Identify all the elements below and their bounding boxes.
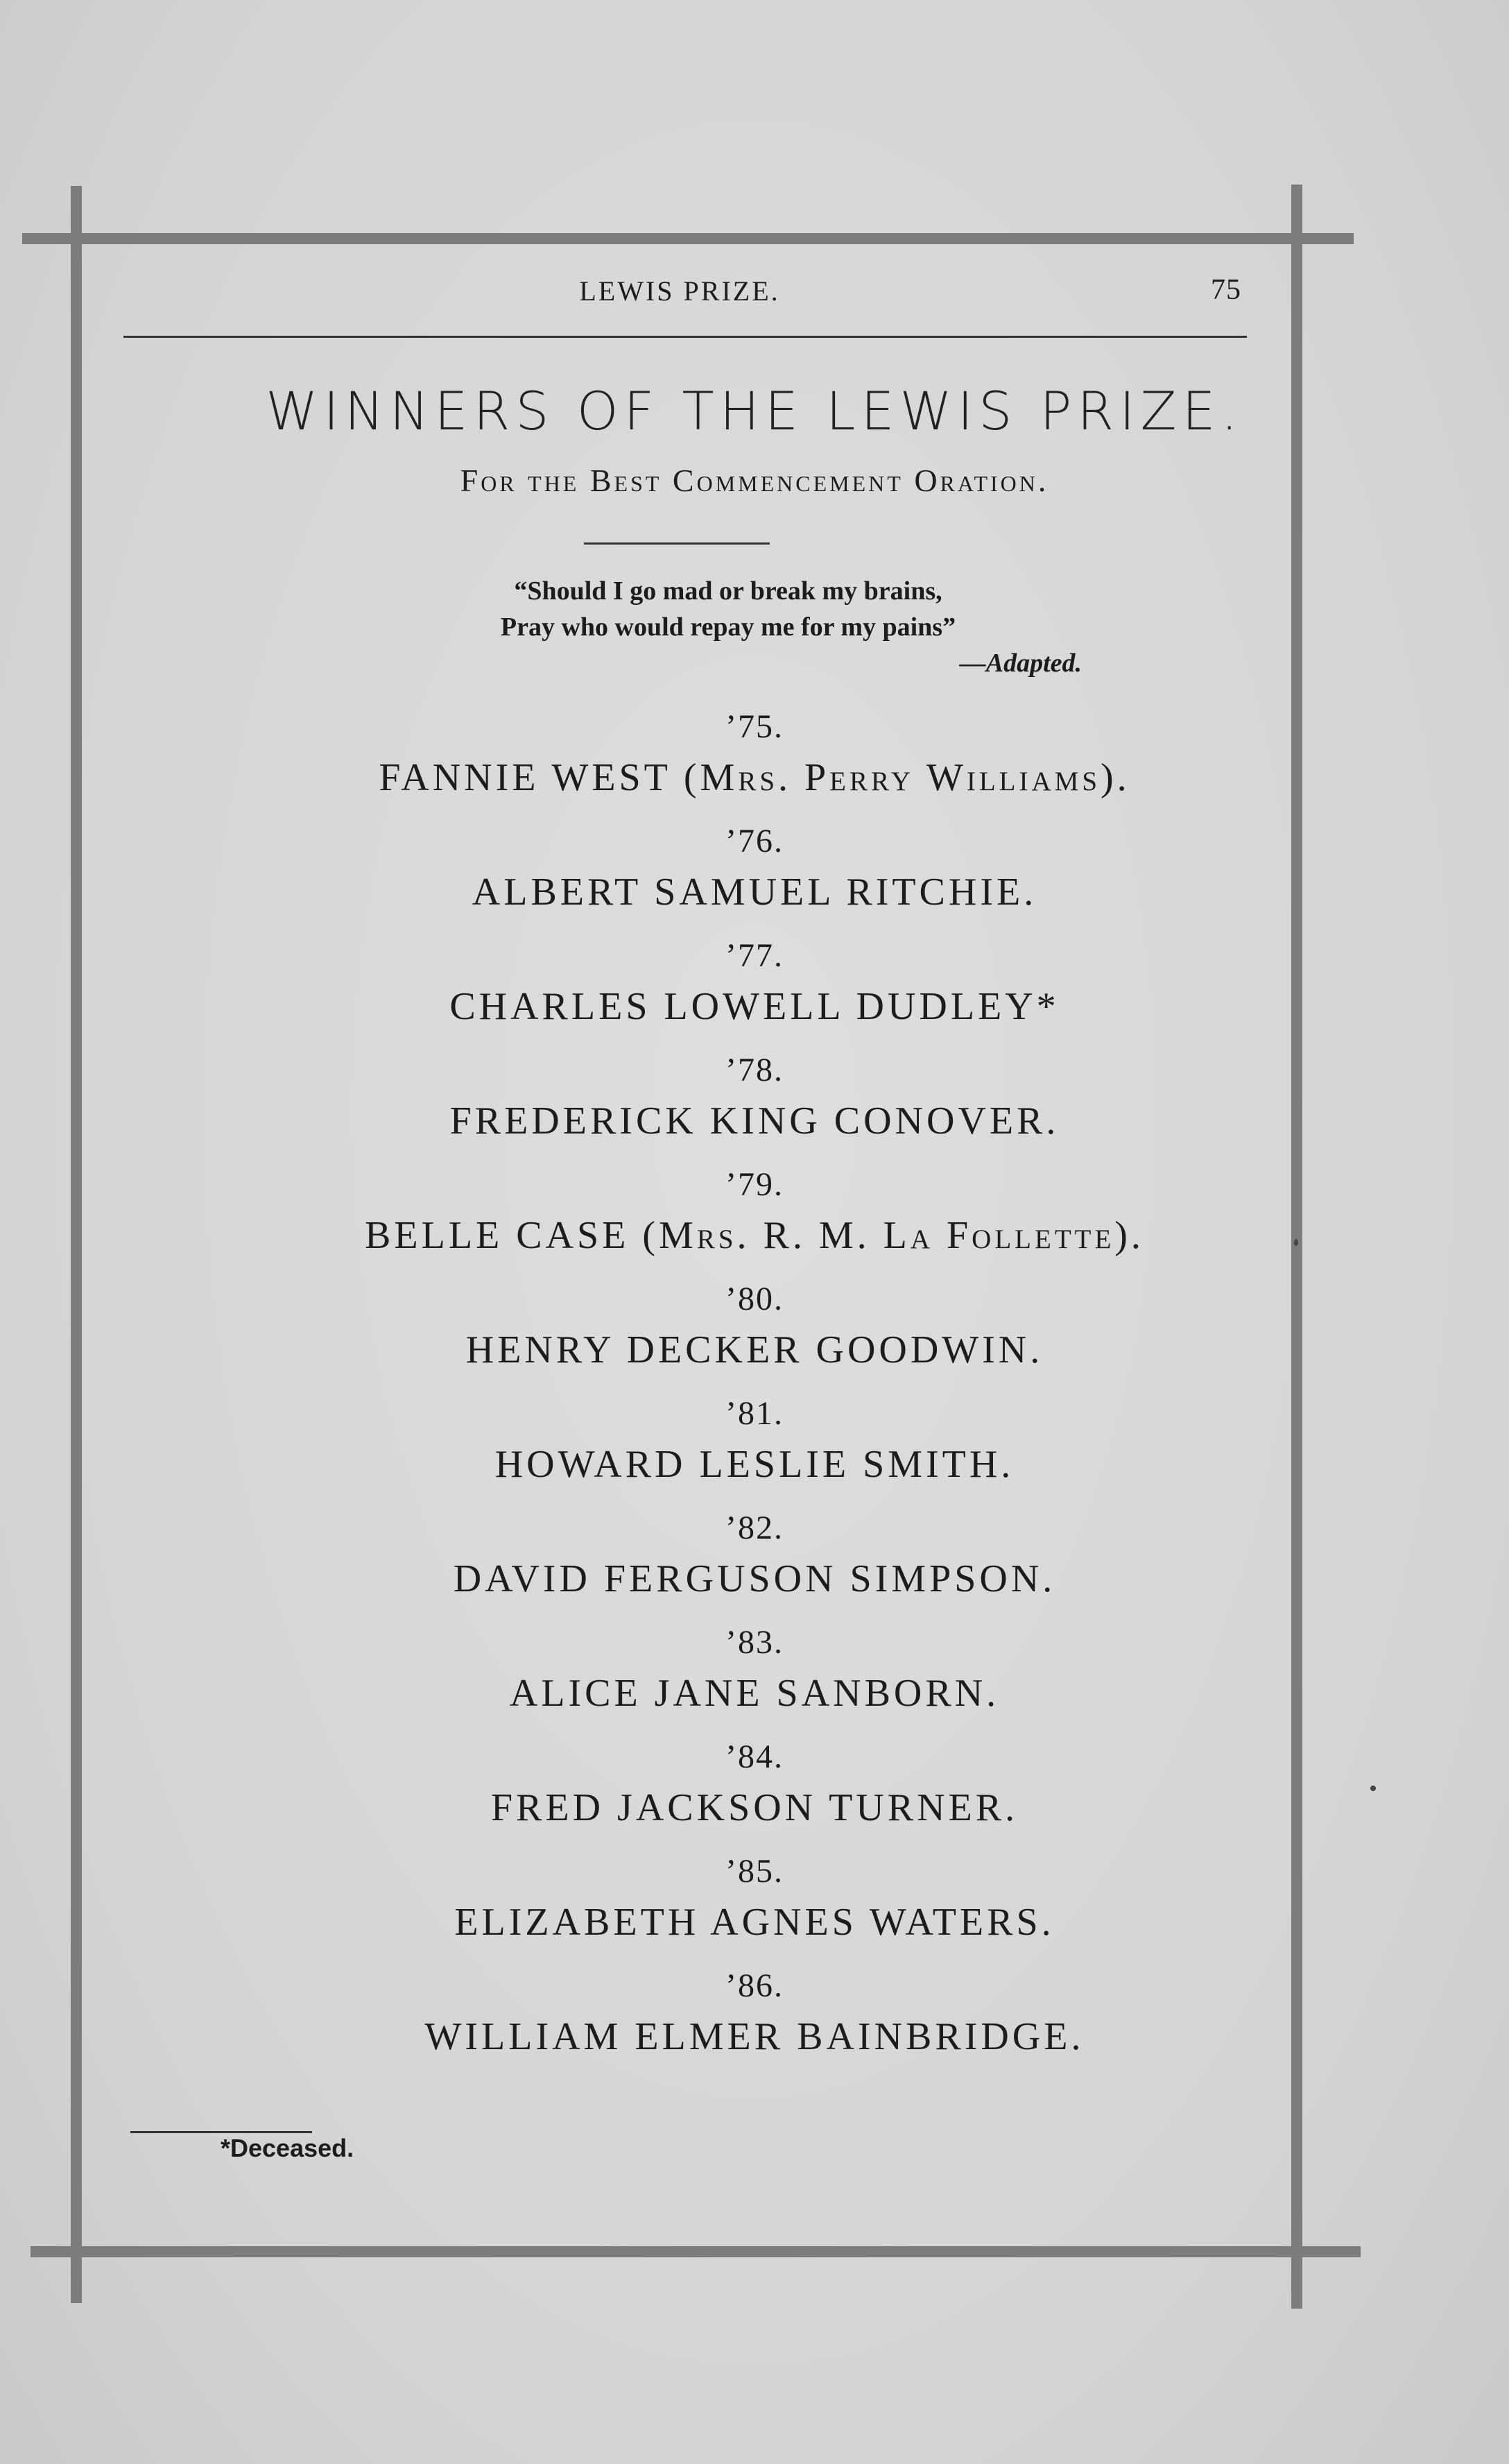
footnote-divider (130, 2131, 312, 2133)
winner-name: HENRY DECKER GOODWIN. (465, 1328, 1044, 1371)
winner-entry (0, 1278, 1509, 1393)
winner-name-line (0, 2007, 1509, 2067)
winner-entry (0, 1851, 1509, 1965)
winner-name: ALICE JANE SANBORN. (509, 1672, 1000, 1715)
winner-name: CHARLES LOWELL DUDLEY* (449, 985, 1060, 1028)
winner-year: ’85. (725, 1853, 784, 1890)
winner-name-line (0, 748, 1509, 807)
print-speck (1294, 1239, 1298, 1246)
winner-year: ’76. (725, 823, 784, 859)
winner-name-line (0, 1091, 1509, 1151)
winner-name: ALBERT SAMUEL RITCHIE. (472, 871, 1037, 914)
winner-entry (0, 935, 1509, 1050)
winner-year: ’84. (725, 1738, 784, 1775)
winner-name-line (0, 1663, 1509, 1723)
winner-name: DAVID FERGUSON SIMPSON. (453, 1557, 1056, 1600)
winner-entry (0, 1393, 1509, 1507)
winner-year: ’80. (725, 1281, 784, 1317)
winner-name: ELIZABETH AGNES WATERS. (454, 1901, 1055, 1944)
winner-name-line (0, 862, 1509, 922)
epigraph-attribution: —Adapted. (959, 649, 1082, 678)
border-rule-top (22, 233, 1354, 244)
winner-name: FRED JACKSON TURNER. (490, 1786, 1019, 1829)
winner-name: WILLIAM ELMER BAINBRIDGE. (424, 2015, 1085, 2058)
winner-name: HOWARD LESLIE SMITH. (494, 1443, 1015, 1486)
epigraph (374, 573, 1082, 681)
winner-name-line (0, 1778, 1509, 1838)
winner-name: FREDERICK KING CONOVER. (449, 1100, 1060, 1143)
winner-married-name: (Mrs. R. M. La Follette). (642, 1214, 1144, 1257)
winner-name-line (0, 1549, 1509, 1609)
winner-entry (0, 1507, 1509, 1622)
epigraph-line-2: Pray who would repay me for my pains” (500, 613, 956, 642)
header-divider (123, 336, 1247, 338)
winner-entry (0, 1622, 1509, 1736)
winner-married-name: (Mrs. Perry Williams). (683, 756, 1130, 799)
winner-year: ’77. (725, 937, 784, 974)
winner-name-line (0, 1320, 1509, 1380)
page-title: WINNERS OF THE LEWIS PRIZE. (266, 380, 1243, 442)
winner-year: ’82. (725, 1509, 784, 1546)
winner-entry (0, 1736, 1509, 1851)
winner-name-line (0, 1892, 1509, 1952)
winner-name: FANNIE WEST (379, 756, 671, 799)
winner-name-line (0, 1206, 1509, 1265)
footnote: *Deceased. (221, 2134, 354, 2162)
running-head-title: LEWIS PRIZE. (579, 275, 780, 307)
page-number: 75 (1211, 274, 1241, 306)
print-speck (1370, 1786, 1376, 1791)
winner-entry (0, 1050, 1509, 1164)
running-head (0, 269, 1509, 311)
winner-year: ’75. (725, 708, 784, 745)
winner-year: ’86. (725, 1967, 784, 2004)
winner-name-line (0, 977, 1509, 1036)
winner-entry (0, 821, 1509, 935)
border-rule-bottom (31, 2246, 1361, 2257)
winner-name: BELLE CASE (365, 1214, 630, 1257)
winner-year: ’81. (725, 1395, 784, 1432)
page-subtitle: For the Best Commencement Oration. (460, 463, 1049, 498)
title-divider (584, 542, 770, 545)
winner-entry (0, 706, 1509, 821)
epigraph-line-1: “Should I go mad or break my brains, (514, 576, 942, 606)
winner-entry (0, 1164, 1509, 1278)
winner-entry (0, 1965, 1509, 2080)
winner-year: ’79. (725, 1166, 784, 1203)
winners-list (0, 706, 1509, 2080)
winner-year: ’83. (725, 1624, 784, 1661)
winner-year: ’78. (725, 1052, 784, 1088)
winner-name-line (0, 1435, 1509, 1494)
